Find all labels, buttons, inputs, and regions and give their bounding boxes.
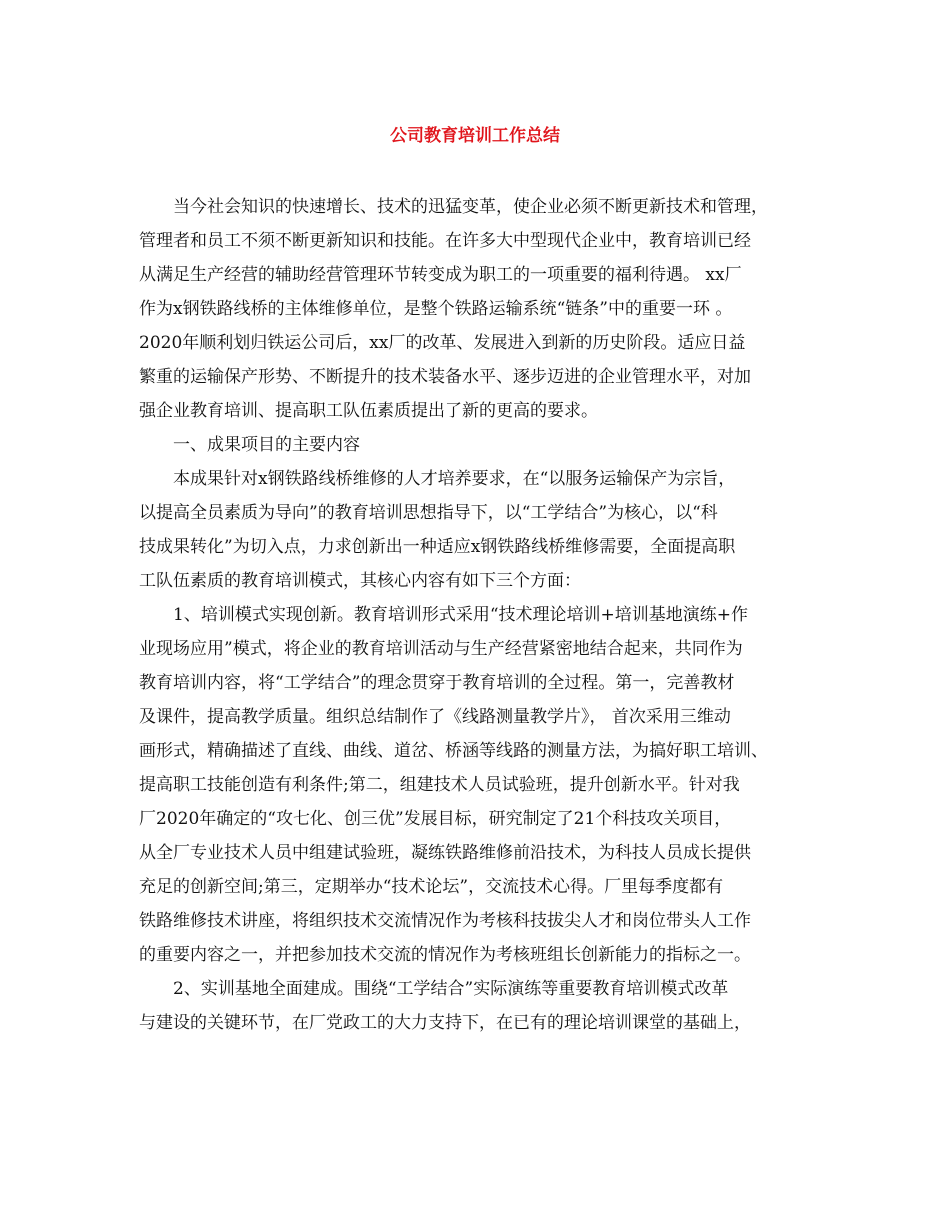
paragraph-3-line-9: 充足的创新空间;第三，定期举办“技术论坛”，交流技术心得。厂里每季度都有 <box>139 877 724 897</box>
paragraph-1-line-2: 管理者和员工不须不断更新知识和技能。在许多大中型现代企业中，教育培训已经 <box>139 231 751 251</box>
document-body <box>139 190 819 1040</box>
paragraph-3-line-6: 提高职工技能创造有利条件;第二，组建技术人员试验班，提升创新水平。针对我 <box>139 775 740 795</box>
paragraph-2-line-2: 以提高全员素质为导向”的教育培训思想指导下，以“工学结合”为核心，以“科 <box>139 503 718 523</box>
document-title: 公司教育培训工作总结 <box>390 126 560 146</box>
paragraph-2-line-3: 技成果转化”为切入点，力求创新出一种适应x钢铁路线桥维修需要，全面提高职 <box>139 537 736 557</box>
paragraph-1-line-3: 从满足生产经营的辅助经营管理环节转变成为职工的一项重要的福利待遇。 xx厂 <box>139 265 742 285</box>
section-heading-1: 一、成果项目的主要内容 <box>173 435 360 455</box>
paragraph-3-line-7: 厂2020年确定的“攻七化、创三优”发展目标，研究制定了21个科技攻关项目， <box>139 809 732 829</box>
paragraph-1-line-5: 2020年顺利划归铁运公司后，xx厂的改革、发展进入到新的历史阶段。适应日益 <box>139 333 746 353</box>
paragraph-4-line-2: 与建设的关键环节，在厂党政工的大力支持下，在已有的理论培训课堂的基础上， <box>139 1013 751 1033</box>
paragraph-4-line-1: 2、实训基地全面建成。围绕“工学结合”实际演练等重要教育培训模式改革 <box>173 979 729 999</box>
paragraph-3-line-5: 画形式，精确描述了直线、曲线、道岔、桥涵等线路的测量方法，为搞好职工培训、 <box>139 741 768 761</box>
paragraph-1-line-6: 繁重的运输保产形势、不断提升的技术装备水平、逐步迈进的企业管理水平，对加 <box>139 367 751 387</box>
paragraph-1-line-1: 当今社会知识的快速增长、技术的迅猛变革，使企业必须不断更新技术和管理， <box>173 197 768 217</box>
paragraph-3-line-2: 业现场应用”模式，将企业的教育培训活动与生产经营紧密地结合起来，共同作为 <box>139 639 743 659</box>
paragraph-3-line-3: 教育培训内容，将“工学结合”的理念贯穿于教育培训的全过程。第一，完善教材 <box>139 673 735 693</box>
paragraph-3-line-11: 的重要内容之一，并把参加技术交流的情况作为考核班组长创新能力的指标之一。 <box>139 945 751 965</box>
paragraph-3-line-1: 1、培训模式实现创新。教育培训形式采用“技术理论培训+培训基地演练+作 <box>173 605 748 625</box>
paragraph-3-line-8: 从全厂专业技术人员中组建试验班，凝练铁路维修前沿技术，为科技人员成长提供 <box>139 843 751 863</box>
paragraph-3-line-4: 及课件，提高教学质量。组织总结制作了《线路测量教学片》， 首次采用三维动 <box>139 707 731 727</box>
paragraph-2-line-4: 工队伍素质的教育培训模式，其核心内容有如下三个方面： <box>139 571 581 591</box>
paragraph-1-line-4: 作为x钢铁路线桥的主体维修单位，是整个铁路运输系统“链条”中的重要一环 。 <box>139 299 733 319</box>
paragraph-3-line-10: 铁路维修技术讲座，将组织技术交流情况作为考核科技拔尖人才和岗位带头人工作 <box>139 911 751 931</box>
paragraph-2-line-1: 本成果针对x钢铁路线桥维修的人才培养要求，在“以服务运输保产为宗旨， <box>173 469 736 489</box>
paragraph-1-line-7: 强企业教育培训、提高职工队伍素质提出了新的更高的要求。 <box>139 401 598 421</box>
